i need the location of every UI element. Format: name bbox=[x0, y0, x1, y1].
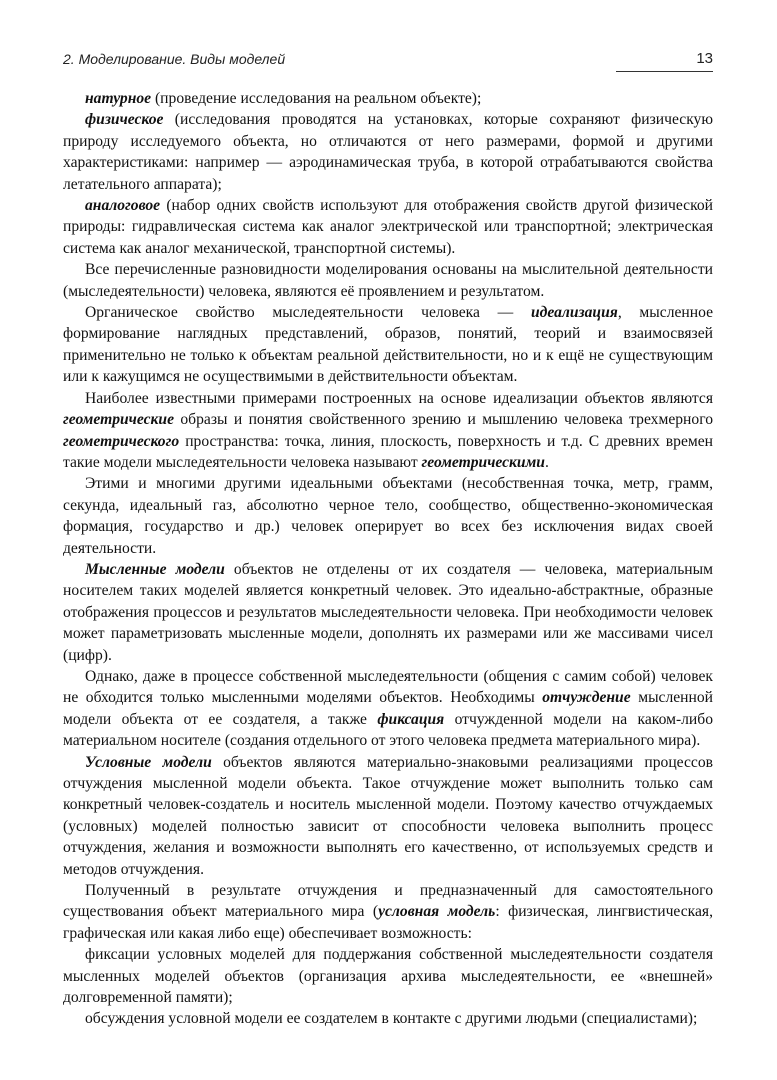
emphasized-term: геометрического bbox=[63, 432, 180, 450]
text-run: (набор одних свойств используют для отображения свойств другой физической природы: гидравлическая система как аналог электрической или транспортной; электрическая система как аналог механической, транспортной системы). bbox=[63, 197, 713, 257]
text-run: (исследования проводятся на установках, которые сохраняют физическую природу исследуемого объекта, но отличаются от него размерами, формой и другими характеристиками: например — аэродинамическая труба, в которой отрабатываются свойства летательного аппарата); bbox=[63, 111, 713, 193]
text-run: пространства: точка, линия, плоскость, поверхность и т.д. С древних времен такие модели мыследеятельности человека называют bbox=[63, 432, 713, 471]
paragraph bbox=[63, 666, 713, 752]
paragraph bbox=[63, 388, 713, 474]
emphasized-term: аналоговое bbox=[85, 197, 161, 215]
text-run: Наиболее известными примерами построенных на основе идеализации объектов являются bbox=[85, 389, 713, 407]
text-run: фиксации условных моделей для поддержания собственной мыследеятельности создателя мысленных моделей объектов (организация архива мыследеятельности, ее «внешней» долговременной памяти); bbox=[63, 946, 713, 1007]
emphasized-term: условная модель bbox=[378, 903, 496, 921]
text-run: , мысленное формирование наглядных представлений, образов, понятий, теорий и взаимосвязей применительно не только к объектам реальной действительности, но и к ещё не существующим или к кажущимся не осуществимыми в действительности объектам. bbox=[63, 304, 713, 386]
text-run: Полученный в результате отчуждения и предназначенный для самостоятельного существования объект материального мира ( bbox=[63, 882, 713, 921]
text-run: образы и понятия свойственного зрению и мышлению человека трехмерного bbox=[174, 411, 713, 429]
text-run: . bbox=[544, 453, 549, 471]
paragraph bbox=[63, 88, 713, 109]
emphasized-term: Мысленные модели bbox=[85, 560, 225, 578]
paragraph bbox=[63, 195, 713, 259]
text-run: объектов являются материально-знаковыми реализациями процессов отчуждения мысленной модели объекта. Такое отчуждение может выполнить только сам конкретный человек-создатель и носитель мысленной модели. Поэтому качество отчуждаемых (условных) моделей полностью зависит от способности человека выполнить процесс отчуждения, желания и возможности выполнять его качественно, от используемых средств и методов отчуждения. bbox=[63, 753, 713, 878]
text-run: Однако, даже в процессе собственной мыследеятельности (общения с самим собой) человек не обходится только мысленными моделями объектов. Необходимы bbox=[63, 667, 713, 707]
paragraph bbox=[63, 559, 713, 666]
paragraph bbox=[63, 109, 713, 195]
emphasized-term: Условные модели bbox=[85, 753, 212, 771]
paragraph bbox=[63, 752, 713, 880]
text-run: обсуждения условной модели ее создателем в контакте с другими людьми (специалистами); bbox=[85, 1010, 698, 1028]
text-run: мысленной модели объекта от ее создателя, а также bbox=[63, 689, 713, 728]
text-run: Органическое свойство мыследеятельности человека — bbox=[85, 304, 531, 322]
paragraph bbox=[63, 880, 713, 944]
emphasized-term: физическое bbox=[85, 111, 164, 129]
emphasized-term: идеализация bbox=[530, 304, 618, 322]
text-run: Все перечисленные разновидности моделирования основаны на мыслительной деятельности (мыследеятельности) человека, являются её проявлением и результатом. bbox=[63, 261, 713, 300]
emphasized-term: геометрические bbox=[63, 411, 174, 429]
emphasized-term: отчуждение bbox=[542, 689, 631, 707]
text-run: объектов не отделены от их создателя — человека, материальным носителем таких моделей является конкретный человек. Это идеально-абстрактные, образные отображения процессов и результатов мыследеятельности человека. При необходимости человек может параметризовать мысленные модели, дополнять их размерами или же массивами чисел (цифр). bbox=[63, 560, 713, 664]
paragraph bbox=[63, 1008, 713, 1029]
text-run: отчужденной модели на каком-либо материальном носителе (создания отдельного от этого человека предмета материального мира). bbox=[63, 710, 713, 750]
emphasized-term: геометрическими bbox=[421, 453, 545, 471]
body-text bbox=[63, 88, 713, 1030]
text-run: Этими и многими другими идеальными объектами (несобственная точка, метр, грамм, секунда, идеальный газ, абсолютно черное тело, сообщество, общественно-экономическая формация, государство и др.) человек оперирует во всех без исключения видах своей деятельности. bbox=[63, 475, 713, 557]
text-run: : физическая, лингвистическая, графическая или какая либо еще) обеспечивает возможность: bbox=[63, 903, 713, 942]
paragraph bbox=[63, 944, 713, 1008]
paragraph bbox=[63, 259, 713, 302]
text-run: (проведение исследования на реальном объекте); bbox=[151, 90, 482, 107]
paragraph bbox=[63, 302, 713, 388]
running-header bbox=[63, 49, 713, 71]
paragraph bbox=[63, 473, 713, 559]
emphasized-term: фиксация bbox=[377, 710, 445, 728]
emphasized-term: натурное bbox=[85, 90, 152, 107]
page-number: 13 bbox=[696, 50, 713, 67]
chapter-title: 2. Моделирование. Виды моделей bbox=[63, 51, 286, 67]
header-rule bbox=[616, 71, 713, 72]
